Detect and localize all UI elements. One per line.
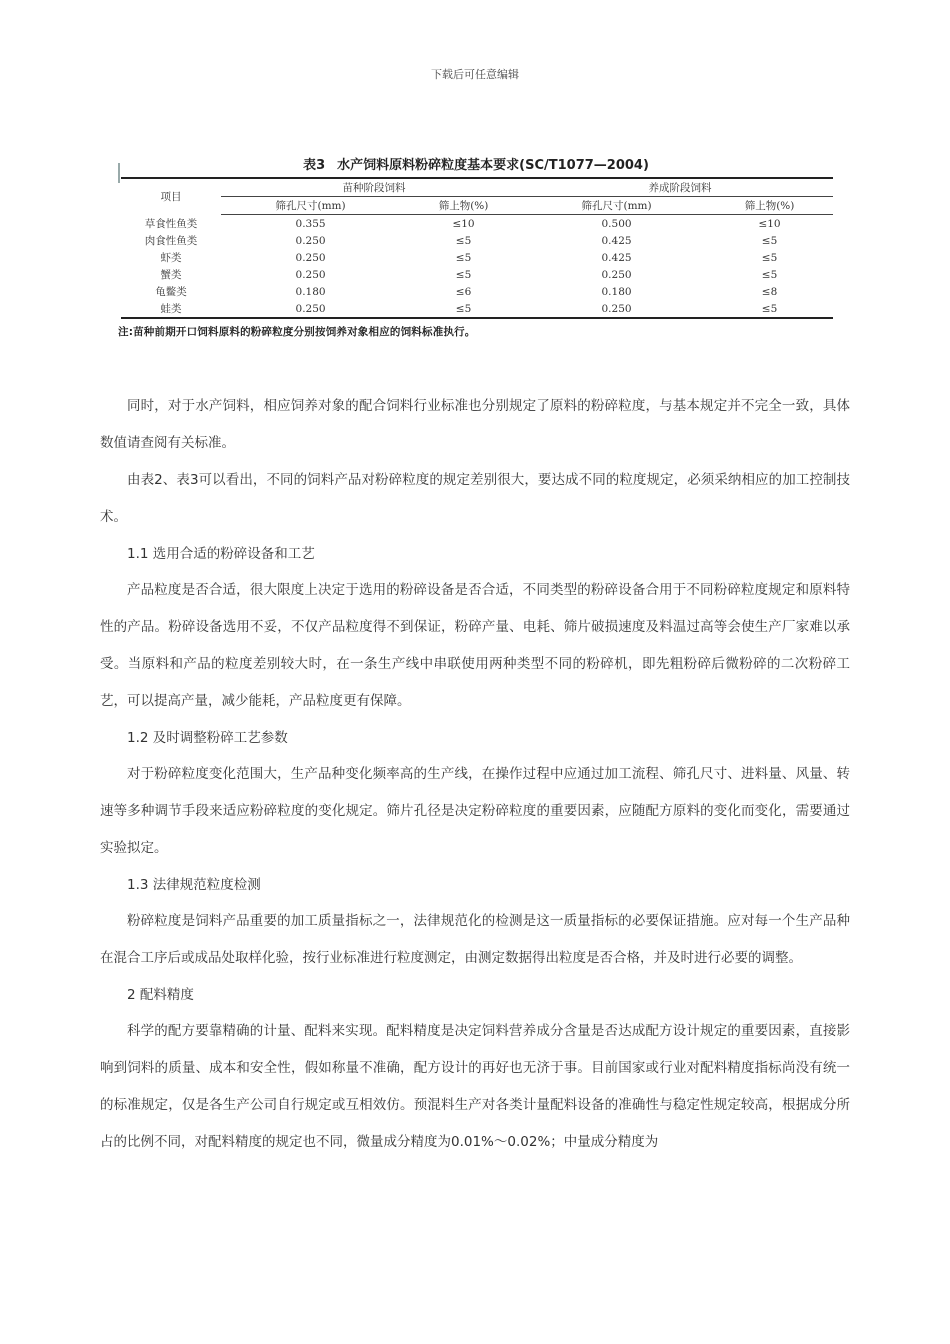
cell-value: ≤5 bbox=[455, 234, 472, 247]
cell-value: ≤5 bbox=[706, 300, 833, 318]
sub-header-residue: 筛上物(%) bbox=[706, 197, 833, 215]
cell-item: 肉食性鱼类 bbox=[144, 235, 198, 247]
sub-header-sieve: 筛孔尺寸(mm) bbox=[221, 197, 400, 215]
section-heading: 1.1 选用合适的粉碎设备和工艺 bbox=[127, 546, 315, 562]
table-row bbox=[121, 232, 833, 249]
section-heading: 2 配料精度 bbox=[127, 987, 194, 1003]
page-header: 下载后可任意编辑 bbox=[431, 68, 519, 81]
table-row bbox=[121, 266, 833, 283]
paragraph: 同时，对于水产饲料，相应饲养对象的配合饲料行业标准也分别规定了原料的粉碎粒度，与基本规定并不完全一致，具体数值请查阅有关标准。 bbox=[100, 398, 850, 451]
cell-value: ≤6 bbox=[455, 285, 472, 298]
cell-value: ≤5 bbox=[400, 300, 527, 318]
paragraph: 科学的配方要靠精确的计量、配料来实现。配料精度是决定饲料营养成分含量是否达成配方设计规定的重要因素，直接影响到饲料的质量、成本和安全性，假如称量不准确，配方设计的再好也无济于事。目前国家或行业对配料精度指标尚没有统一的标准规定，仅是各生产公司自行规定或互相效仿。预混料生产对各类计量配料设备的准确性与稳定性规定较高，根据成分所占的比例不同，对配料精度的规定也不同，微量成分精度为0.01%～0.02%；中量成分精度为 bbox=[100, 1023, 850, 1150]
cell-value: 0.180 bbox=[295, 285, 326, 298]
sub-header-residue: 筛上物(%) bbox=[400, 197, 527, 215]
cell-item: 蟹类 bbox=[160, 269, 182, 281]
table-number: 表3 bbox=[303, 158, 326, 173]
cell-value: ≤10 bbox=[452, 217, 475, 230]
group-seedling-header: 苗种阶段饲料 bbox=[221, 178, 527, 197]
cell-value: 0.180 bbox=[601, 285, 632, 298]
sub-header-sieve: 筛孔尺寸(mm) bbox=[527, 197, 706, 215]
group-growout-header: 养成阶段饲料 bbox=[527, 178, 833, 197]
section-heading: 1.2 及时调整粉碎工艺参数 bbox=[127, 730, 288, 746]
cell-item: 蛙类 bbox=[121, 300, 221, 318]
cell-value: 0.425 bbox=[601, 234, 632, 247]
cell-value: ≤5 bbox=[455, 268, 472, 281]
cell-value: ≤10 bbox=[758, 217, 781, 230]
particle-size-table bbox=[121, 177, 833, 319]
figure-edge-mark bbox=[118, 163, 120, 183]
cell-value: ≤5 bbox=[761, 268, 778, 281]
table-row bbox=[121, 215, 833, 233]
table-note: 注:苗种前期开口饲料原料的粉碎粒度分别按饲养对象相应的饲料标准执行。 bbox=[118, 326, 476, 338]
paragraph: 粉碎粒度是饲料产品重要的加工质量指标之一，法律规范化的检测是这一质量指标的必要保证措施。应对每一个生产品种在混合工序后或成品处取样化验，按行业标准进行粒度测定，由测定数据得出粒度是否合格，并及时进行必要的调整。 bbox=[100, 913, 850, 966]
cell-value: 0.500 bbox=[601, 217, 632, 230]
cell-item: 草食性鱼类 bbox=[144, 217, 198, 230]
body-text bbox=[100, 388, 850, 1161]
table-row bbox=[121, 300, 833, 318]
cell-item: 龟鳖类 bbox=[155, 286, 187, 298]
section-heading: 1.3 法律规范粒度检测 bbox=[127, 877, 261, 893]
cell-value: 0.425 bbox=[601, 251, 632, 264]
cell-item: 虾类 bbox=[160, 252, 182, 264]
paragraph: 对于粉碎粒度变化范围大，生产品种变化频率高的生产线，在操作过程中应通过加工流程、筛孔尺寸、进料量、风量、转速等多种调节手段来适应粉碎粒度的变化规定。筛片孔径是决定粉碎粒度的重要因素，应随配方原料的变化而变化，需要通过实验拟定。 bbox=[100, 766, 850, 856]
cell-value: ≤8 bbox=[761, 285, 778, 298]
cell-value: ≤5 bbox=[761, 234, 778, 247]
col-item-header: 项目 bbox=[121, 178, 221, 215]
cell-value: 0.250 bbox=[527, 300, 706, 318]
cell-value: 0.250 bbox=[221, 300, 400, 318]
table-row bbox=[121, 249, 833, 266]
table-caption bbox=[118, 155, 834, 177]
cell-value: 0.250 bbox=[601, 268, 632, 281]
table-title: 水产饲料原料粉碎粒度基本要求(SC/T1077—2004) bbox=[337, 158, 649, 173]
cell-value: 0.250 bbox=[295, 268, 326, 281]
cell-value: ≤5 bbox=[761, 251, 778, 264]
paragraph: 产品粒度是否合适，很大限度上决定于选用的粉碎设备是否合适，不同类型的粉碎设备合用于不同粉碎粒度规定和原料特性的产品。粉碎设备选用不妥，不仅产品粒度得不到保证，粉碎产量、电耗、筛片破损速度及料温过高等会使生产厂家难以承受。当原料和产品的粒度差别较大时，在一条生产线中串联使用两种类型不同的粉碎机，即先粗粉碎后微粉碎的二次粉碎工艺，可以提高产量，减少能耗，产品粒度更有保障。 bbox=[100, 582, 850, 709]
paragraph: 由表2、表3可以看出，不同的饲料产品对粉碎粒度的规定差别很大，要达成不同的粒度规定，必须采纳相应的加工控制技术。 bbox=[100, 472, 850, 525]
table-figure bbox=[118, 155, 834, 339]
cell-value: ≤5 bbox=[455, 251, 472, 264]
cell-value: 0.250 bbox=[295, 251, 326, 264]
cell-value: 0.250 bbox=[295, 234, 326, 247]
cell-value: 0.355 bbox=[295, 217, 326, 230]
table-row bbox=[121, 283, 833, 300]
